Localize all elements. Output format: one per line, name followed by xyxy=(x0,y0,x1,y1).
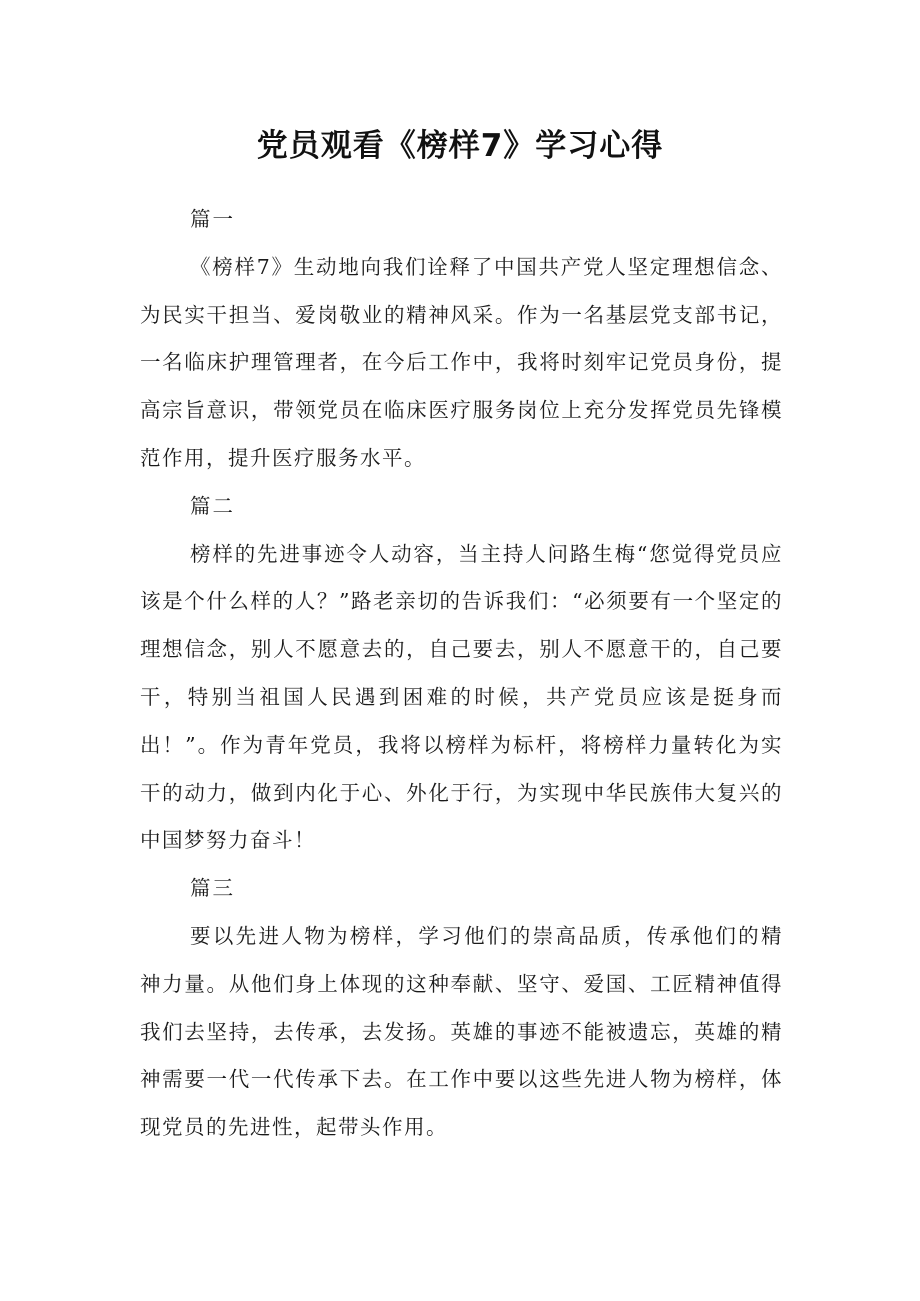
section-paragraph: 《榜样7》生动地向我们诠释了中国共产党人坚定理想信念、为民实干担当、爱岗敬业的精神风采。作为一名基层党支部书记，一名临床护理管理者，在今后工作中，我将时刻牢记党员身份，提高宗旨意识，带领党员在临床医疗服务岗位上充分发挥党员先锋模范作用，提升医疗服务水平。 xyxy=(140,254,783,470)
section-1 xyxy=(140,196,783,483)
section-2 xyxy=(140,483,783,865)
section-heading: 篇三 xyxy=(190,876,235,901)
section-heading: 篇一 xyxy=(190,207,235,231)
section-heading: 篇二 xyxy=(190,493,235,518)
section-paragraph: 榜样的先进事迹令人动容，当主持人问路生梅“您觉得党员应该是个什么样的人？”路老亲切的告诉我们：“必须要有一个坚定的理想信念，别人不愿意去的，自己要去，别人不愿意干的，自己要干，特别当祖国人民遇到困难的时候，共产党员应该是挺身而出！”。作为青年党员，我将以榜样为标杆，将榜样力量转化为实干的动力，做到内化于心、外化于行，为实现中华民族伟大复兴的中国梦努力奋斗！ xyxy=(140,541,783,853)
section-3 xyxy=(140,865,783,1152)
section-paragraph: 要以先进人物为榜样，学习他们的崇高品质，传承他们的精神力量。从他们身上体现的这种奉献、坚守、爱国、工匠精神值得我们去坚持，去传承，去发扬。英雄的事迹不能被遗忘，英雄的精神需要一代一代传承下去。在工作中要以这些先进人物为榜样，体现党员的先进性，起带头作用。 xyxy=(140,923,783,1140)
document-body xyxy=(140,196,783,1152)
document-title: 党员观看《榜样7》学习心得 xyxy=(256,128,664,164)
